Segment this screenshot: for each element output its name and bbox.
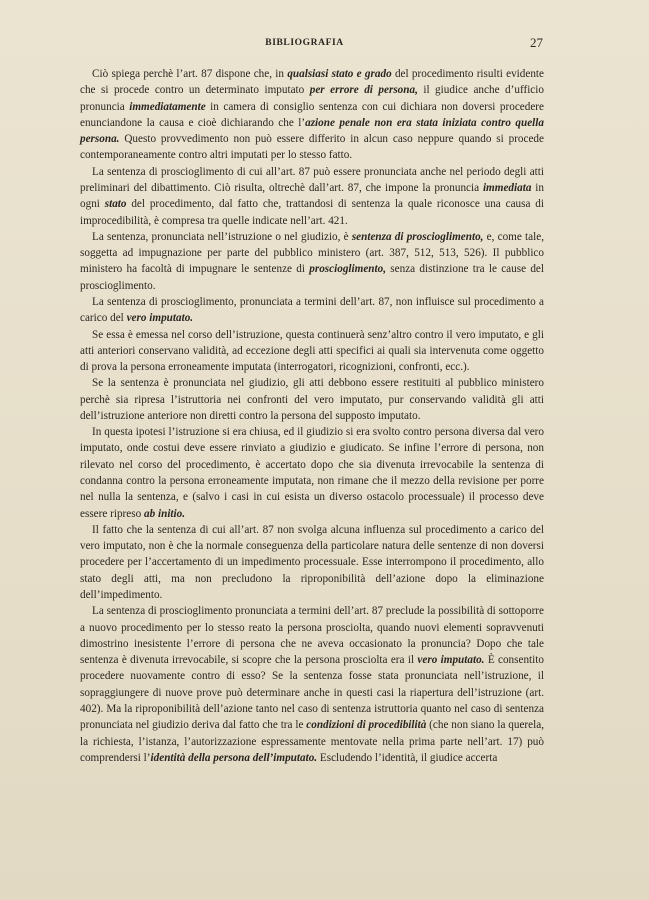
emphasis-text: qualsiasi stato e grado <box>287 68 392 80</box>
paragraph <box>80 164 544 229</box>
emphasis-text: proscioglimento, <box>309 263 387 276</box>
text-run: Escludendo l’identità, il giudice accerta <box>317 751 498 764</box>
body-text <box>80 66 544 766</box>
page-header <box>66 35 543 53</box>
paragraph <box>80 229 544 294</box>
text-run: Ciò spiega perchè l’art. 87 dispone che, in <box>92 68 288 80</box>
text-run: (che non siano la querela, la richiesta, l’istanza, l’autorizzazione espressamente mentovate nella prima parte nell’art. 17) può comprendersi l’ <box>80 719 544 764</box>
emphasis-text: stato <box>104 198 127 211</box>
paragraph <box>80 327 544 376</box>
text-run: Se essa è emessa nel corso dell’istruzione, questa continuerà senz’altro contro il vero imputato, e gli atti anteriori conservano validità, ad eccezione degli atti specifici ai quali sia intervenuta come oggetto di prova la persona erroneamente imputata (interrogatori, ricognizioni, confronti, ecc.). <box>80 328 544 374</box>
text-run: il giudice anche d’ufficio pronuncia <box>80 84 544 113</box>
text-run: La sentenza di proscioglimento pronunciata a termini dell’art. 87 preclude la possibilità di sottoporre a nuovo procedimento per lo stesso reato la persona prosciolta, quando nuovi elementi sopravvenuti dimostrino inesistente l’errore di persona che ne aveva occasionato la pronuncia? Dopo che tale sentenza è divenuta irrevocabile, si scopre che la persona prosciolta era il <box>80 605 544 667</box>
text-run: La sentenza di proscioglimento, pronunciata a termini dell’art. 87, non influisce sul procedimento a carico del <box>80 295 544 325</box>
text-run: in ogni <box>80 181 544 211</box>
paragraph <box>80 375 544 424</box>
emphasis-text: vero imputato. <box>417 654 485 667</box>
text-run: In questa ipotesi l’istruzione si era chiusa, ed il giudizio si era svolto contro persona diversa dal vero imputato, onde costui deve essere rinviato a giudizio e giudicato. Se infine l’errore di persona, non rilevato nel corso del procedimento, è accertato dopo che sia divenuta irrevocabile la sentenza di condanna contro la persona erroneamente imputata, non rimane che il mezzo della revisione per porre nel nulla la sentenza, e (salvo i casi in cui esista un diverso ostacolo processuale) il processo deve essere ripreso <box>80 426 544 520</box>
text-run: senza distinzione tra le cause del proscioglimento. <box>80 263 544 292</box>
paragraph <box>80 294 544 327</box>
paragraph <box>80 66 544 164</box>
emphasis-text: immediata <box>482 181 532 194</box>
paragraph <box>80 603 544 766</box>
emphasis-text: azione penale non era stata iniziata contro quella persona. <box>80 116 544 146</box>
text-run: La sentenza, pronunciata nell’istruzione o nel giudizio, è <box>92 230 352 243</box>
emphasis-text: sentenza di proscioglimento, <box>351 230 484 243</box>
text-run: È consentito procedere nuovamente contro di esso? Se la sentenza fosse stata pronunciata nell’istruzione, il sopraggiungere di nuove prove può determinare anche in questi casi la riapertura dell’istruzione (art. 402). Ma la riproponibilità dell’azione tanto nel caso di sentenza istruttoria quanto nel caso di sentenza pronunciata nel giudizio deriva dal fatto che tra le <box>80 654 544 732</box>
text-run: Questo provvedimento non può essere differito in alcun caso neppure quando si procede contemporaneamente contro altri imputati per lo stesso fatto. <box>80 133 544 162</box>
text-run: del procedimento risulti evidente che si procede contro un determinato imputato <box>80 68 544 97</box>
text-run: Il fatto che la sentenza di cui all’art. 87 non svolga alcuna influenza sul procedimento a carico del vero imputato, non è che la normale conseguenza della particolare natura delle sentenze di non doversi procedere per l’accertamento di un impedimento processuale. Esse interrompono il procedimento, allo stato degli atti, ma non precludono la riproponibilità dell’azione dopo la eliminazione dell’impedimento. <box>80 523 544 601</box>
emphasis-text: condizioni di procedibilità <box>306 719 427 732</box>
text-run: e, come tale, soggetta ad impugnazione per parte del pubblico ministero (art. 387, 512, 513, 526). Il pubblico ministero ha facoltà di impugnare le sentenze di <box>80 230 544 276</box>
text-run: Se la sentenza è pronunciata nel giudizio, gli atti debbono essere restituiti al pubblico ministero perchè sia ripresa l’istruttoria nei confronti del vero imputato, pur conservando validità gli atti dell’istruzione anteriore non diretti contro la persona del supposto imputato. <box>80 377 544 422</box>
paragraph <box>80 424 544 522</box>
running-head: BIBLIOGRAFIA <box>265 38 344 48</box>
emphasis-text: ab initio. <box>144 507 186 520</box>
emphasis-text: identità della persona dell’imputato. <box>150 751 318 764</box>
emphasis-text: immediatamente <box>129 100 206 113</box>
emphasis-text: vero imputato. <box>126 312 194 325</box>
emphasis-text: per errore di persona, <box>309 84 418 97</box>
page-number: 27 <box>530 35 543 50</box>
text-run: La sentenza di proscioglimento di cui all’art. 87 può essere pronunciata anche nel periodo degli atti preliminari del dibattimento. Ciò risulta, oltrechè dall’art. 87, che impone la pronuncia <box>80 165 544 194</box>
text-run: del procedimento, dal fatto che, trattandosi di sentenza la quale riconosce una causa di improcedibilità, è compresa tra quelle indicate nell’art. 421. <box>80 198 544 227</box>
text-run: in camera di consiglio sentenza con cui dichiara non doversi procedere enunciandone la causa e cioè dichiarando che l’ <box>80 100 544 129</box>
paragraph <box>80 522 544 603</box>
